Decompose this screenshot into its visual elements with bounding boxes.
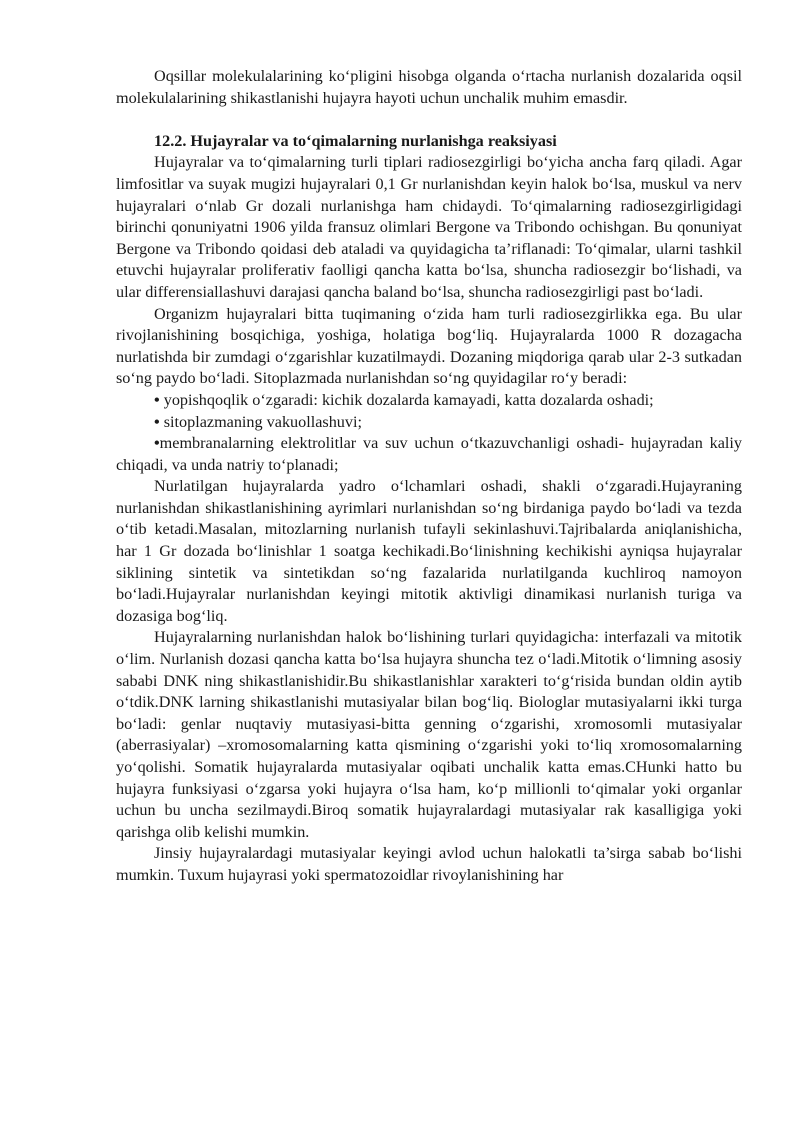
bullet-list — [116, 390, 742, 476]
section-heading: 12.2. Hujayralar va to‘qimalarning nurlanishga reaksiyasi — [154, 131, 557, 150]
document-page — [116, 66, 742, 887]
paragraph-gap — [116, 109, 742, 131]
body-paragraph: Hujayralar va to‘qimalarning turli tiplari radiosezgirligi bo‘yicha ancha farq qiladi. Agar limfositlar va suyak mugizi hujayralari 0,1 Gr nurlanishdan keyin halok bo‘lsa, muskul va nerv hujayralari o‘nlab Gr dozali nurlanishga ham chidaydi. To‘qimalarning radiosezgirligidagi birinchi qonuniyatni 1906 yilda fransuz olimlari Bergone va Tribondo ochishgan. Bu qonuniyat Bergone va Tribondo qoidasi deb ataladi va quyidagicha ta’riflanadi: To‘qimalar, ularni tashkil etuvchi hujayralar proliferativ faolligi qancha katta bo‘lsa, shuncha radiosezgir bo‘lishadi, va ular differensiallashuvi darajasi qancha baland bo‘lsa, shuncha radiosezgirligi past bo‘ladi. — [116, 153, 742, 301]
bullet-text: sitoplazmaning vakuollashuvi; — [163, 412, 362, 431]
bullet-item — [116, 433, 742, 476]
body-paragraph: Hujayralarning nurlanishdan halok bo‘lishining turlari quyidagicha: interfazali va mitotik o‘lim. Nurlanish dozasi qancha katta bo‘lsa hujayra shuncha tez o‘ladi.Mitotik o‘limning asosiy sababi DNK ning shikastlanishidir.Bu shikastlanishlar xarakteri to‘g‘risida bundan oldin aytib o‘tdik.DNK larning shikastlanishi mutasiyalar bilan bog‘liq. Biologlar mutasiyalarni ikki turga bo‘ladi: genlar nuqtaviy mutasiyasi-bitta genning o‘zgarishi, xromosomli mutasiyalar (aberrasiyalar) –xromosomalarning katta qismining o‘zgarishi yoki to‘liq xromosomalarning yo‘qolishi. Somatik hujayralarda mutasiyalar oqibati unchalik katta emas.CHunki hatto bu hujayra funksiyasi o‘zgarsa yoki hujayra o‘lsa ham, ko‘p millionli to‘qimalar yoki organlar uchun bu uncha sezilmaydi.Biroq somatik hujayralardagi mutasiyalar rak kasalligiga yoki qarishga olib kelishi mumkin. — [116, 628, 742, 841]
bullet-text: yopishqoqlik o‘zgaradi: kichik dozalarda kamayadi, katta dozalarda oshadi; — [163, 390, 654, 409]
bullet-dot-icon: • — [154, 412, 160, 431]
bullet-item — [116, 390, 742, 412]
bullet-dot-icon: • — [154, 390, 160, 409]
body-paragraph: Jinsiy hujayralardagi mutasiyalar keyingi avlod uchun halokatli ta’sirga sabab bo‘lishi mumkin. Tuxum hujayrasi yoki spermatozoidlar rivoylanishining har — [116, 844, 742, 884]
bullet-text: membranalarning elektrolitlar va suv uchun o‘tkazuvchanligi oshadi- hujayradan kaliy chiqadi, va unda natriy to‘planadi; — [116, 434, 742, 474]
body-paragraph: Nurlatilgan hujayralarda yadro o‘lchamlari oshadi, shakli o‘zgaradi.Hujayraning nurlanishdan shikastlanishining ayrimlari nurlanishdan so‘ng birdaniga paydo bo‘ladi va tezda o‘tib ketadi.Masalan, mitozlarning nurlanish tufayli sekinlashuvi.Tajribalarda aniqlanishicha, har 1 Gr dozada bo‘linishlar 1 soatga kechikadi.Bo‘linishning kechikishi ayniqsa hujayralar siklining sintetik va sintetikdan so‘ng fazalarida nurlatilganda kuchliroq namoyon bo‘ladi.Hujayralar nurlanishdan keyingi mitotik aktivligi dinamikasi nurlanish turiga va dozasiga bog‘liq. — [116, 477, 742, 625]
body-paragraph: Organizm hujayralari bitta tuqimaning o‘zida ham turli radiosezgirlikka ega. Bu ular rivojlanishining bosqichiga, yoshiga, holatiga bog‘liq. Hujayralarda 1000 R dozagacha nurlatishda bir zumdagi o‘zgarishlar kuzatilmaydi. Dozaning miqdoriga qarab ular 2-3 sutkadan so‘ng paydo bo‘ladi. Sitoplazmada nurlanishdan so‘ng quyidagilar ro‘y beradi: — [116, 304, 742, 388]
intro-paragraph: Oqsillar molekulalarining ko‘pligini hisobga olganda o‘rtacha nurlanish dozalarida oqsil molekulalarining shikastlanishi hujayra hayoti uchun unchalik muhim emasdir. — [116, 67, 742, 107]
bullet-dot-icon: • — [154, 434, 160, 453]
bullet-item — [116, 412, 742, 434]
